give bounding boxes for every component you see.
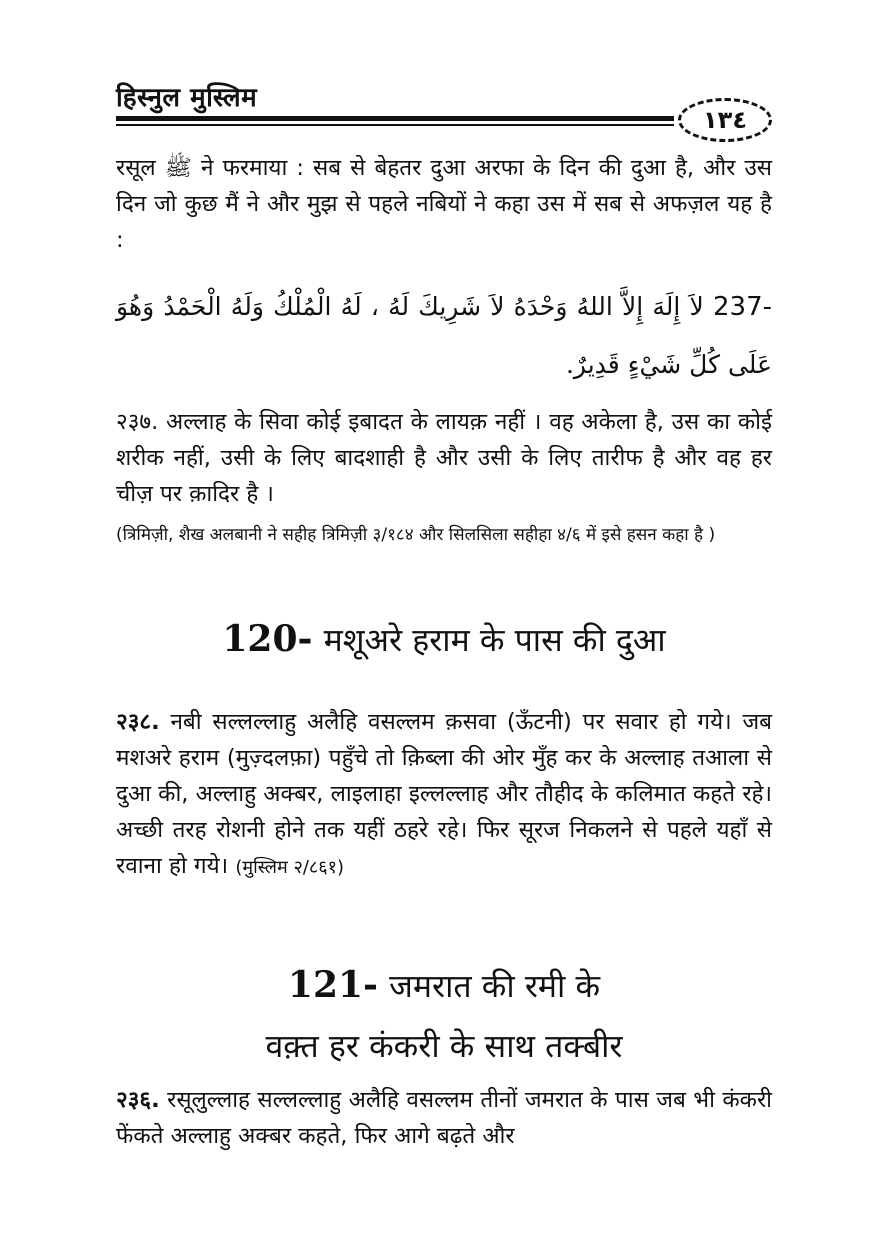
section-120-title: मशूअरे हराम के पास की दुआ (323, 621, 666, 659)
section-120-heading (116, 618, 772, 661)
section-121-title-line1: जमरात की रमी के (389, 967, 601, 1005)
hadith-238-paragraph (116, 704, 772, 886)
dua-237-arabic-text: لاَ إِلَهَ إِلاَّ اللهُ وَحْدَهُ لاَ شَرِيكَ لَهُ ، لَهُ الْمُلْكُ وَلَهُ الْحَمْدُ وَهُوَ عَلَى كُلِّ شَيْءٍ قَدِيرٌ. (116, 292, 772, 379)
section-121-number: 121- (287, 964, 378, 1006)
dua-237-arabic (116, 278, 772, 394)
hadith-238-reference: (मुस्लिम २/८६१) (235, 857, 345, 878)
hadith-238-block (116, 704, 772, 886)
hadith-238-text: नबी सल्लल्लाहु अलैहि वसल्लम क़सवा (ऊँटनी) पर सवार हो गये। जब मशअरे हराम (मुज़्दलफ़ा) पहुँचे तो क़िब्ला की ओर मुँह कर के अल्लाह तआला से दुआ की, अल्लाहु अक्बर, लाइलाहा इल्लल्लाह और तौहीद के कलिमात कहते रहे। अच्छी तरह रोशनी होने तक यहीं ठहरे रहे। फिर सूरज निकलने से पहले यहाँ से रवाना हो गये। (116, 709, 772, 879)
header-rule-thick (116, 116, 674, 121)
book-title: हिस्नुल मुस्लिम (116, 83, 258, 113)
hadith-239-paragraph (116, 1082, 772, 1154)
section-121-heading-line2 (116, 1024, 772, 1067)
hadith-239-text: रसूलुल्लाह सल्लल्लाहु अलैहि वसल्लम तीनों जमरात के पास जब भी कंकरी फेंकते अल्लाहु अक्बर कहते, फिर आगे बढ़ते और (116, 1087, 772, 1149)
hadith-239-block (116, 1082, 772, 1154)
hadith-239-number: २३६. (116, 1087, 160, 1113)
page-number-badge (678, 98, 772, 142)
dua-237-block (116, 278, 772, 394)
reference-237: (त्रिमिज़ी, शैख अलबानी ने सहीह त्रिमिज़ी ३/१८४ और सिलसिला सहीहा ४/६ में इसे हसन कहा है ) (116, 525, 716, 545)
hadith-238-number: २३८. (116, 709, 160, 735)
section-120-number: 120- (222, 618, 313, 660)
section-121-title-line2: वक़्त हर कंकरी के साथ तक्बीर (265, 1027, 623, 1065)
reference-237-block (116, 520, 772, 550)
translation-237: २३७. अल्लाह के सिवा कोई इबादत के लायक़ नहीं । वह अकेला है, उस का कोई शरीक नहीं, उसी के लिए बादशाही है और उसी के लिए तारीफ है और वह हर चीज़ पर क़ादिर है । (116, 409, 772, 507)
translation-237-block (116, 404, 772, 512)
intro-paragraph: रसूल ﷺ ने फरमाया : सब से बेहतर दुआ अरफा के दिन की दुआ है, और उस दिन जो कुछ मैं ने और मुझ से पहले नबियों ने कहा उस में सब से अफज़ल यह है : (116, 155, 772, 253)
intro-block (116, 150, 772, 258)
page-number: ١٣٤ (703, 106, 747, 134)
dua-237-number: 237- (713, 292, 773, 322)
section-121-heading-line1 (116, 964, 772, 1007)
header-rule-thin (116, 124, 674, 126)
